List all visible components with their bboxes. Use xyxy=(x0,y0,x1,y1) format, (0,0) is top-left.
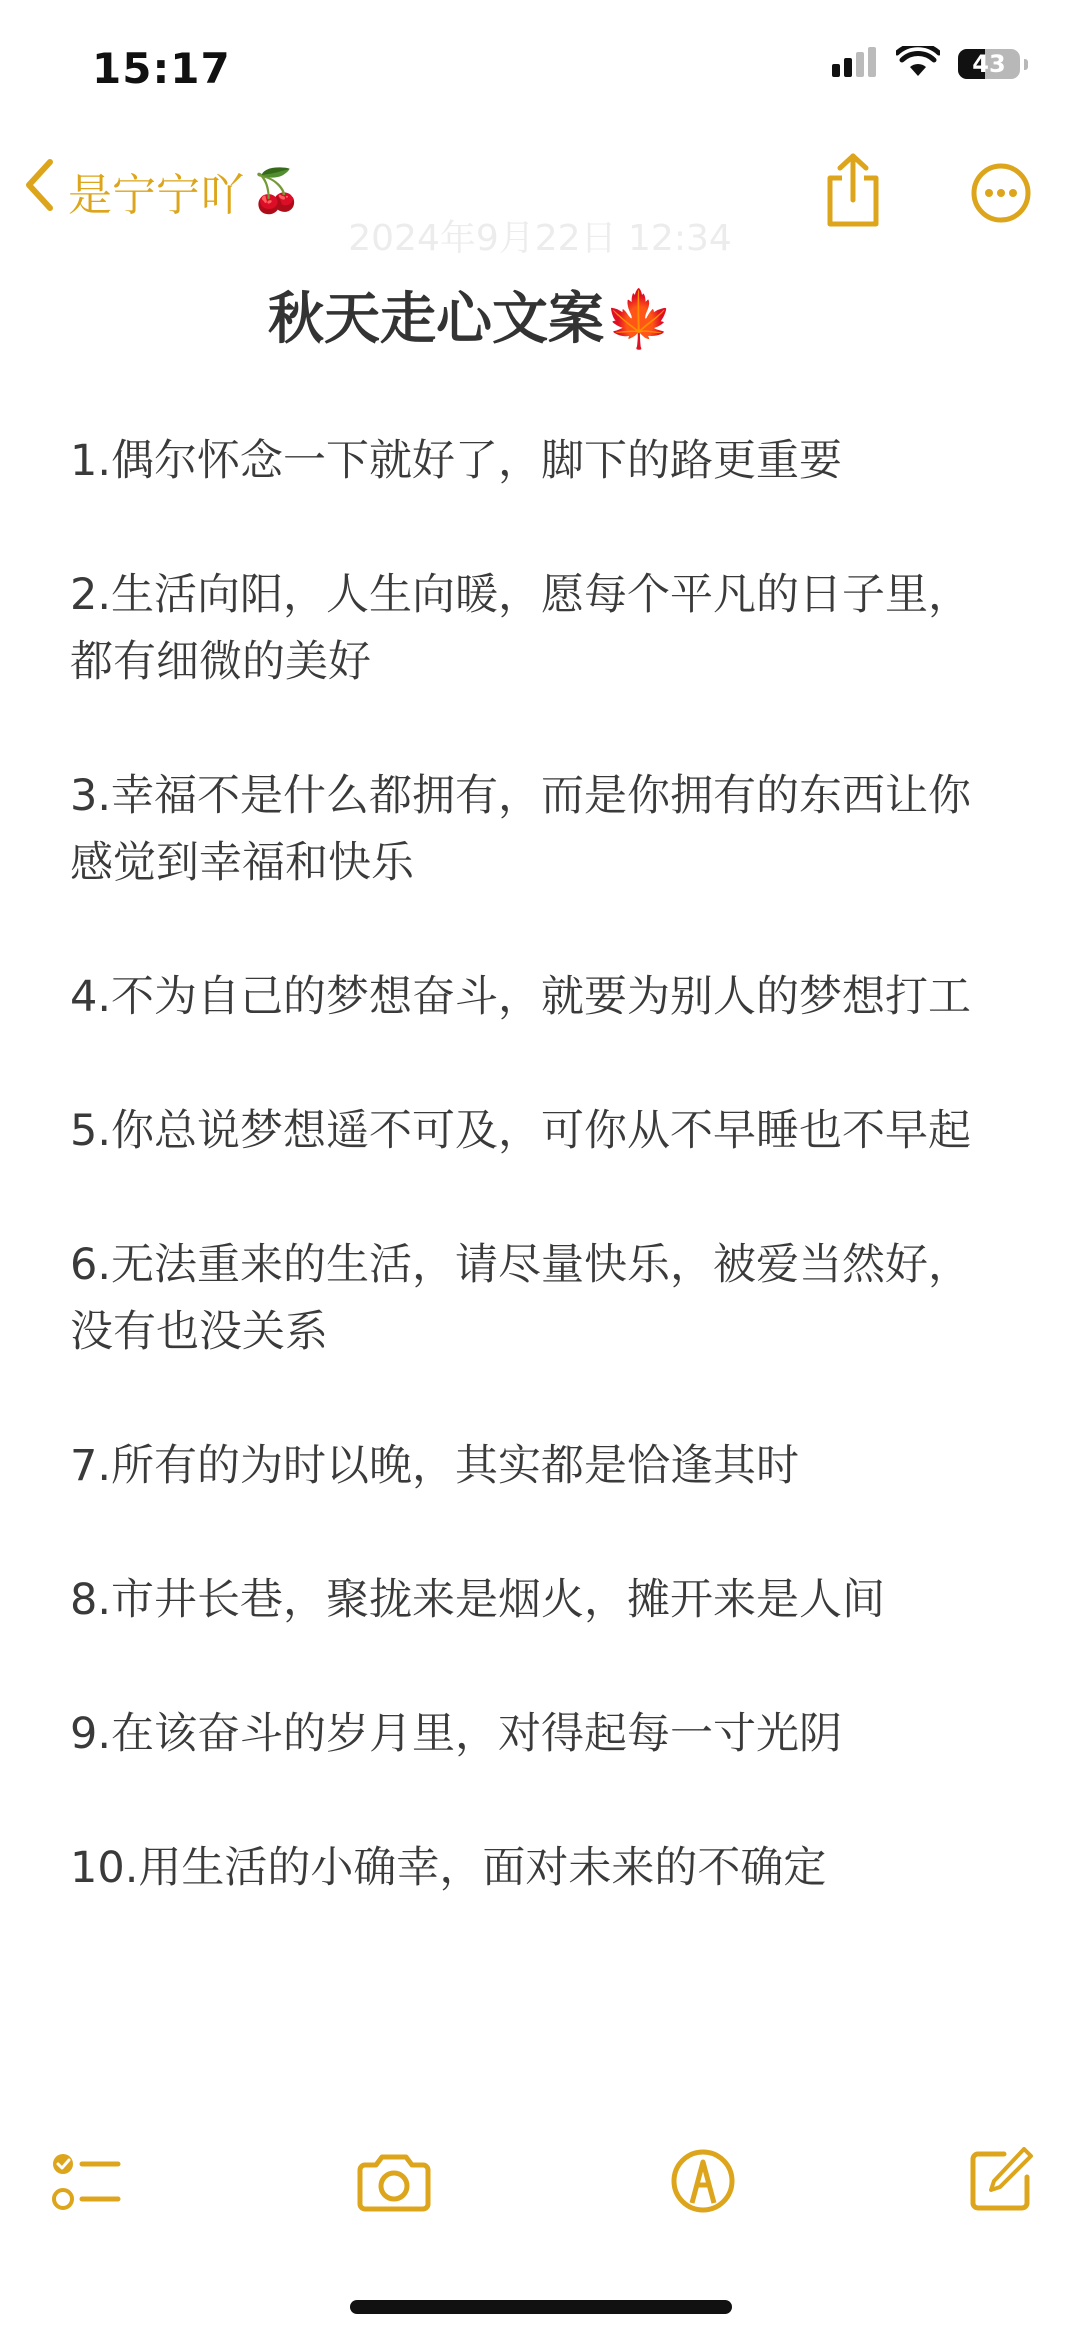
back-label: 是宁宁吖 xyxy=(68,169,244,221)
checklist-button[interactable] xyxy=(50,2150,122,2220)
note-item: 5.你总说梦想遥不可及，可你从不早睡也不早起 xyxy=(70,1106,972,1156)
cellular-signal-icon xyxy=(832,47,878,81)
note-title[interactable] xyxy=(268,275,674,355)
cherry-emoji: 🍒 xyxy=(250,165,303,215)
note-date: 2024年9月22日 12:34 xyxy=(348,218,732,259)
markup-icon xyxy=(670,2199,736,2218)
note-body[interactable] xyxy=(70,428,1000,1969)
note-item: 10.用生活的小确幸，面对未来的不确定 xyxy=(70,1843,827,1893)
note-item: 4.不为自己的梦想奋斗，就要为别人的梦想打工 xyxy=(70,972,972,1022)
status-time: 15:17 xyxy=(92,44,231,93)
note-item: 6.无法重来的生活，请尽量快乐，被爱当然好，没有也没关系 xyxy=(70,1240,972,1357)
note-item: 9.在该奋斗的岁月里，对得起每一寸光阴 xyxy=(70,1709,843,1759)
note-title-text: 秋天走心文案 xyxy=(268,287,604,352)
note-item: 1.偶尔怀念一下就好了，脚下的路更重要 xyxy=(70,436,843,486)
note-item: 3.幸福不是什么都拥有，而是你拥有的东西让你感觉到幸福和快乐 xyxy=(70,771,972,888)
camera-button[interactable] xyxy=(356,2154,432,2216)
battery-level: 43 xyxy=(972,50,1006,78)
markup-button[interactable] xyxy=(670,2148,736,2218)
checklist-icon xyxy=(50,2201,122,2220)
status-bar xyxy=(0,0,1080,140)
battery-tip xyxy=(1024,59,1028,70)
note-item: 2.生活向阳，人生向暖，愿每个平凡的日子里，都有细微的美好 xyxy=(70,570,972,687)
compose-button[interactable] xyxy=(968,2146,1034,2216)
bottom-toolbar xyxy=(0,2140,1080,2240)
home-indicator[interactable] xyxy=(350,2300,732,2314)
note-item: 7.所有的为时以晚，其实都是恰逢其时 xyxy=(70,1441,800,1491)
camera-icon xyxy=(356,2197,432,2216)
maple-leaf-emoji: 🍁 xyxy=(604,287,674,352)
status-icons xyxy=(832,46,1028,82)
note-item: 8.市井长巷，聚拢来是烟火，摊开来是人间 xyxy=(70,1575,886,1625)
compose-icon xyxy=(968,2197,1034,2216)
wifi-icon xyxy=(896,46,940,82)
battery-icon xyxy=(958,49,1020,79)
